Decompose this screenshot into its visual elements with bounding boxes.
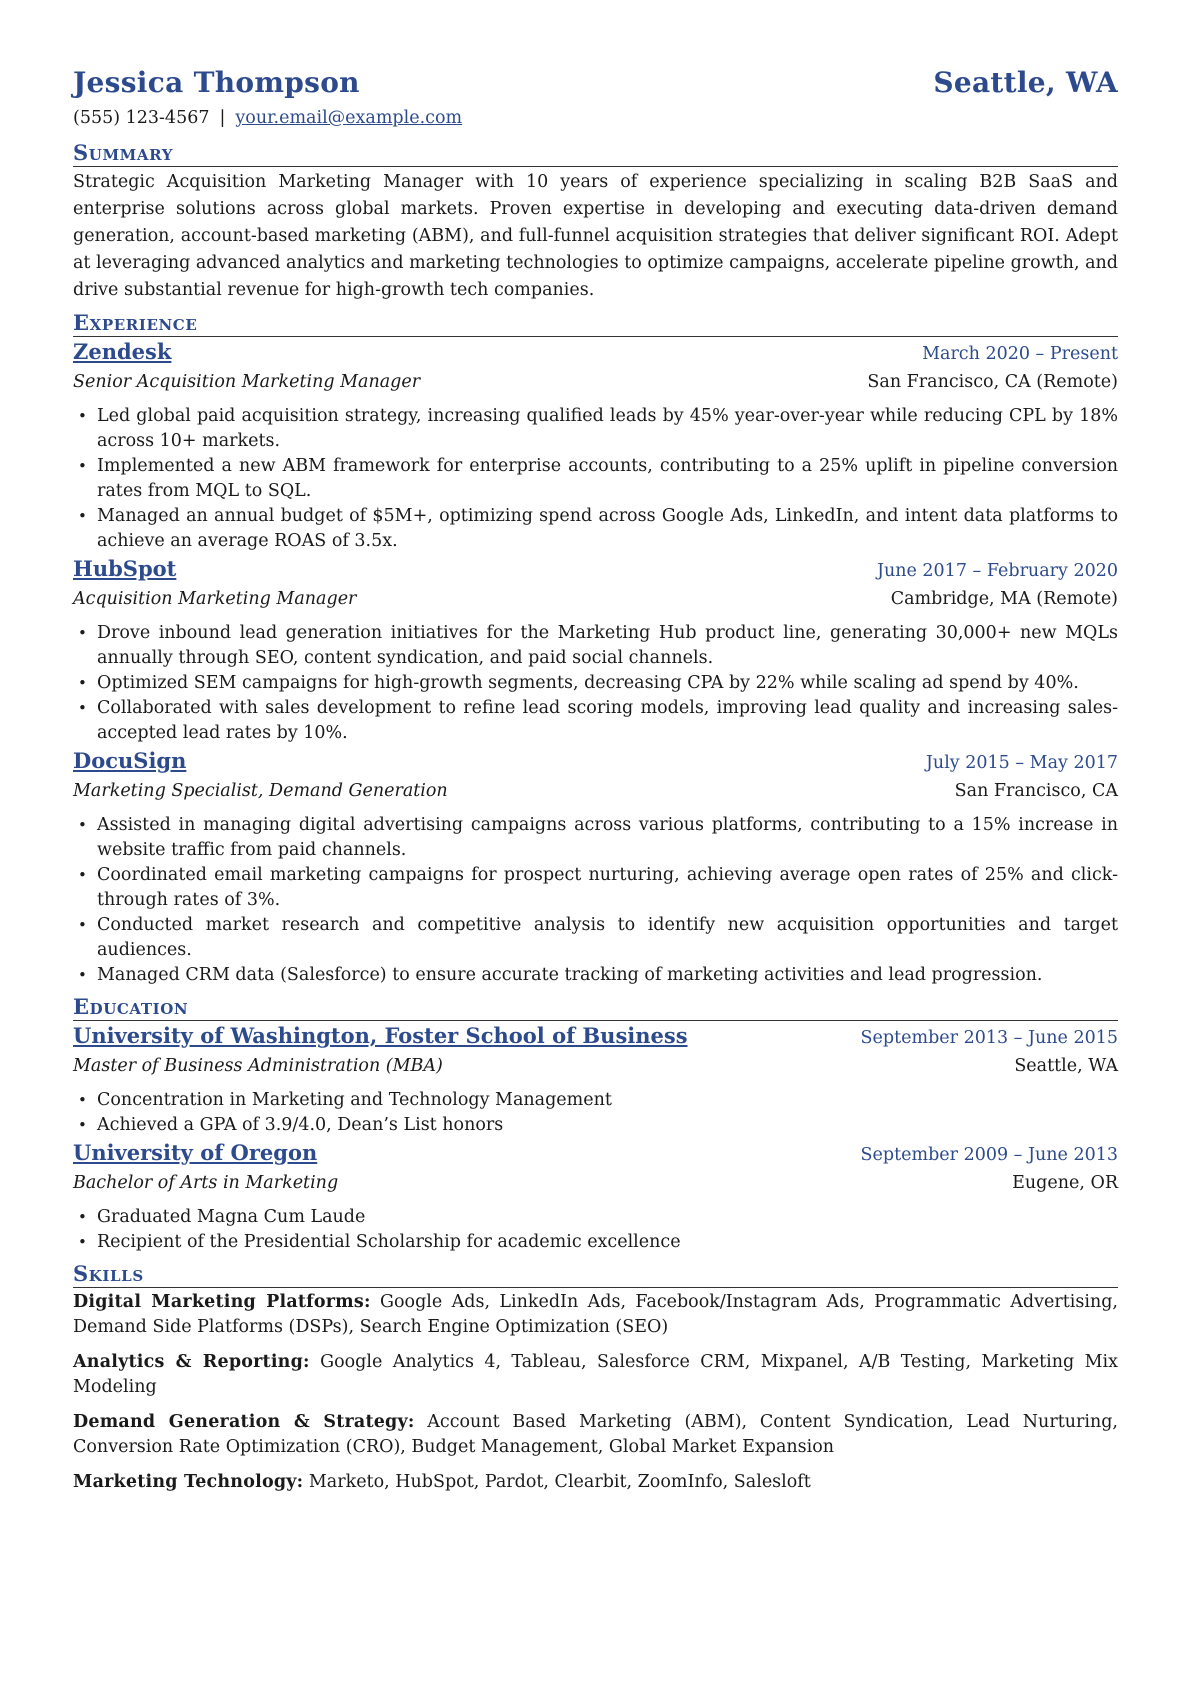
skill-list: Google Analytics 4, Tableau, Salesforce CRM, Mixpanel, A/B Testing, Marketing Mix Modeling (73, 1352, 1118, 1397)
education-entry (73, 1021, 1118, 1138)
bullet-item: • Drove inbound lead generation initiatives for the Marketing Hub product line, generating 30,000+ new MQLs annually through SEO, content syndication, and paid social channels. (73, 621, 1118, 671)
job-title: Senior Acquisition Marketing Manager (73, 372, 421, 392)
education-entry (73, 1138, 1118, 1255)
employment-dates: July 2015 – May 2017 (925, 753, 1118, 773)
skill-label: Digital Marketing Platforms: (73, 1292, 371, 1312)
degree: Bachelor of Arts in Marketing (73, 1173, 339, 1193)
bullet-list (73, 404, 1118, 554)
section-title-education: Education (73, 994, 1118, 1021)
job-title: Marketing Specialist, Demand Generation (73, 781, 448, 801)
bullet-item: • Managed an annual budget of $5M+, optimizing spend across Google Ads, LinkedIn, and intent data platforms to achieve an average ROAS of 3.5x. (73, 504, 1118, 554)
school-location: Seattle, WA (1014, 1056, 1118, 1076)
employment-dates: March 2020 – Present (922, 344, 1118, 364)
skill-label: Marketing Technology: (73, 1472, 304, 1492)
school-link[interactable]: University of Washington, Foster School of Business (73, 1023, 688, 1048)
bullet-item: • Coordinated email marketing campaigns for prospect nurturing, achieving average open rates of 25% and click-through rates of 3%. (73, 863, 1118, 913)
bullet-list (73, 1205, 1118, 1255)
contact-line (73, 105, 1118, 131)
candidate-location: Seattle, WA (933, 66, 1118, 99)
bullet-item: • Led global paid acquisition strategy, increasing qualified leads by 45% year-over-year while reducing CPL by 18% across 10+ markets. (73, 404, 1118, 454)
skill-group (73, 1470, 1118, 1495)
job-location: Cambridge, MA (Remote) (890, 589, 1118, 609)
candidate-name: Jessica Thompson (73, 66, 360, 99)
bullet-item: • Conducted market research and competitive analysis to identify new acquisition opportunities and target audiences. (73, 913, 1118, 963)
degree: Master of Business Administration (MBA) (73, 1056, 443, 1076)
job-location: San Francisco, CA (Remote) (867, 372, 1118, 392)
experience-entry (73, 554, 1118, 746)
section-title-skills: Skills (73, 1261, 1118, 1288)
education-dates: September 2013 – June 2015 (860, 1028, 1118, 1048)
bullet-list (73, 813, 1118, 988)
experience-entry (73, 746, 1118, 988)
company-link[interactable]: HubSpot (73, 556, 177, 581)
skill-group (73, 1290, 1118, 1340)
bullet-item: • Collaborated with sales development to refine lead scoring models, improving lead quality and increasing sales-accepted lead rates by 10%. (73, 696, 1118, 746)
employment-dates: June 2017 – February 2020 (876, 561, 1118, 581)
section-title-summary: Summary (73, 140, 1118, 167)
bullet-item: • Achieved a GPA of 3.9/4.0, Dean’s List honors (73, 1113, 1118, 1138)
section-title-experience: Experience (73, 310, 1118, 337)
email-link[interactable]: your.email@example.com (235, 108, 463, 128)
skill-list: Marketo, HubSpot, Pardot, Clearbit, ZoomInfo, Salesloft (308, 1472, 811, 1492)
school-location: Eugene, OR (1012, 1173, 1118, 1193)
skill-group (73, 1350, 1118, 1400)
contact-separator: | (219, 108, 226, 128)
summary-text: Strategic Acquisition Marketing Manager with 10 years of experience specializing in scaling B2B SaaS and enterprise solutions across global markets. Proven expertise in developing and executing data-driven demand generation, account-based marketing (ABM), and full-funnel acquisition strategies that deliver significant ROI. Adept at leveraging advanced analytics and marketing technologies to optimize campaigns, accelerate pipeline growth, and drive substantial revenue for high-growth tech companies. (73, 172, 1118, 300)
bullet-item: • Concentration in Marketing and Technology Management (73, 1088, 1118, 1113)
job-title: Acquisition Marketing Manager (73, 589, 357, 609)
skill-label: Demand Generation & Strategy: (73, 1412, 415, 1432)
bullet-item: • Optimized SEM campaigns for high-growth segments, decreasing CPA by 22% while scaling ad spend by 40%. (73, 671, 1118, 696)
bullet-item: • Recipient of the Presidential Scholarship for academic excellence (73, 1230, 1118, 1255)
skill-list: Account Based Marketing (ABM), Content Syndication, Lead Nurturing, Conversion Rate Optimization (CRO), Budget Management, Global Market Expansion (73, 1412, 1118, 1457)
phone-number: (555) 123-4567 (73, 108, 210, 128)
bullet-list (73, 621, 1118, 746)
school-link[interactable]: University of Oregon (73, 1140, 318, 1165)
resume-header (73, 0, 1118, 101)
company-link[interactable]: Zendesk (73, 339, 172, 364)
skill-group (73, 1410, 1118, 1460)
experience-entry (73, 337, 1118, 554)
skill-label: Analytics & Reporting: (73, 1352, 310, 1372)
job-location: San Francisco, CA (954, 781, 1118, 801)
bullet-item: • Implemented a new ABM framework for enterprise accounts, contributing to a 25% uplift in pipeline conversion rates from MQL to SQL. (73, 454, 1118, 504)
company-link[interactable]: DocuSign (73, 748, 187, 773)
bullet-item: • Managed CRM data (Salesforce) to ensure accurate tracking of marketing activities and lead progression. (73, 963, 1118, 988)
skill-list: Google Ads, LinkedIn Ads, Facebook/Instagram Ads, Programmatic Advertising, Demand Side Platforms (DSPs), Search Engine Optimization (SEO) (73, 1292, 1118, 1337)
education-dates: September 2009 – June 2013 (860, 1145, 1118, 1165)
bullet-item: • Graduated Magna Cum Laude (73, 1205, 1118, 1230)
bullet-list (73, 1088, 1118, 1138)
bullet-item: • Assisted in managing digital advertising campaigns across various platforms, contributing to a 15% increase in website traffic from paid channels. (73, 813, 1118, 863)
